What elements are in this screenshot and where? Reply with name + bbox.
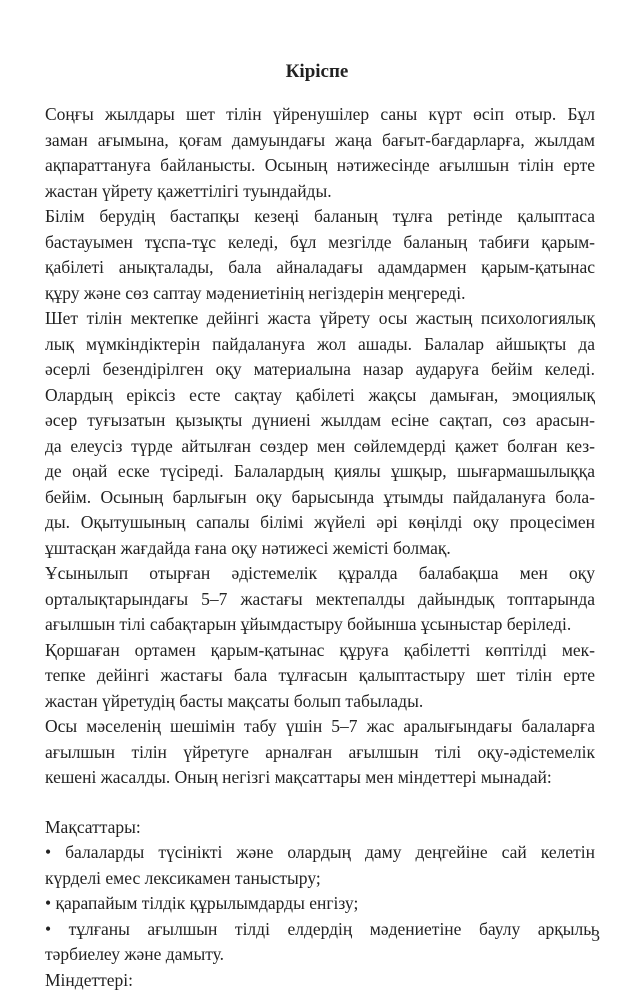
text-line: Соңғы жылдары шет тілін үйренушілер саны күрт өсіп отыр. Бұл [45, 104, 595, 124]
text-line: әсерлі безендірілген оқу материалына назар аударуға бейім келеді. [45, 359, 595, 379]
goal-item [45, 891, 595, 917]
paragraph [45, 714, 595, 791]
text-line: Мақсаттары: [45, 816, 141, 837]
text-line: күрделі емес лексикамен таныстыру; [45, 867, 321, 888]
text-line: Осы мәселенің шешімін табу үшін 5–7 жас аралығындағы балаларға [45, 716, 595, 736]
text-line: Шет тілін мектепке дейінгі жаста үйрету осы жастың психологиялық [45, 308, 595, 328]
text-line: жастан үйретудің басты мақсаты болып табылады. [45, 690, 424, 711]
text-line: орталықтарындағы 5–7 жастағы мектепалды дайындық топтарында [45, 588, 595, 609]
text-line: ақпараттануға байланысты. Осының нәтижесінде ағылшын тілін ерте [45, 155, 595, 175]
paragraph [45, 102, 595, 204]
text-line: Міндеттері: [45, 969, 133, 990]
text-line: ұштасқан жағдайда ғана оқу нәтижесі жемісті болмақ. [45, 537, 451, 558]
text-line: құру және сөз саптау мәдениетінің негіздерін меңгереді. [45, 282, 466, 303]
text-line: ағылшын тілін үйретуге арналған ағылшын тілі оқу-әдістемелік [45, 741, 595, 762]
tasks-heading [45, 968, 595, 994]
goal-item [45, 840, 595, 891]
paragraph [45, 638, 595, 715]
text-line: Олардың еріксіз есте сақтау қабілеті жақсы дамыған, эмоциялық [45, 384, 595, 405]
text-line: • тұлғаны ағылшын тілді елдердің мәдениетіне баулу арқылы [45, 918, 595, 939]
paragraph [45, 306, 595, 561]
page-title: Кіріспе [285, 61, 349, 82]
text-line: әсер туғызатын қызықты дүниені жылдам есіне сақтап, сөз арасын- [45, 410, 595, 430]
text-line: қабілеті анықталады, бала айналадағы адамдармен қарым-қатынас [45, 257, 595, 277]
text-line: де оңай еске түсіреді. Балалардың қиялы ұшқыр, шығармашылыққа [45, 461, 595, 481]
text-line: тепке дейінгі жастағы бала тұлғасын қалыптастыру шет тілін ерте [45, 665, 595, 685]
goal-item [45, 917, 595, 968]
text-line: заман ағымына, қоғам дамуындағы жаңа бағыт-бағдарларға, жылдам [45, 129, 595, 150]
text-line: бастауымен тұспа-тұс келеді, бұл мезгілде баланың табиғи қарым- [45, 231, 595, 252]
text-line: • балаларды түсінікті және олардың даму деңгейіне сай келетін [45, 842, 595, 862]
text-line: кешені жасалды. Оның негізгі мақсаттары мен міндеттері мынадай: [45, 767, 552, 787]
text-line: лық мүмкіндіктерін пайдалануға жол ашады. Балалар айшықты да [45, 333, 595, 354]
paragraph-spacer [45, 791, 595, 815]
text-line: бейім. Осының барлығын оқу барысында ұтымды пайдалануға бола- [45, 486, 595, 507]
paragraph [45, 561, 595, 638]
paragraph [45, 204, 595, 306]
text-line: ды. Оқытушының сапалы білімі жүйелі әрі көңілді оқу процесімен [45, 512, 595, 532]
text-line: Қоршаған ортамен қарым-қатынас құруға қабілетті көптілді мек- [45, 639, 595, 660]
text-line: Ұсынылып отырған әдістемелік құралда балабақша мен оқу [45, 563, 595, 583]
page-number: 3 [591, 926, 600, 945]
goals-heading [45, 815, 595, 841]
text-line: тәрбиелеу және дамыту. [45, 944, 225, 964]
text-line: Білім берудің бастапқы кезеңі баланың тұлға ретінде қалыптаса [45, 206, 595, 226]
text-line: ағылшын тілі сабақтарын ұйымдастыру бойынша ұсыныстар беріледі. [45, 614, 572, 634]
body-text [45, 102, 595, 993]
text-line: да елеусіз түрде айтылған сөздер мен сөйлемдерді қажет болған кез- [45, 435, 595, 456]
text-line: • қарапайым тілдік құрылымдарды енгізу; [45, 893, 359, 913]
text-line: жастан үйрету қажеттілігі туындайды. [45, 180, 332, 201]
